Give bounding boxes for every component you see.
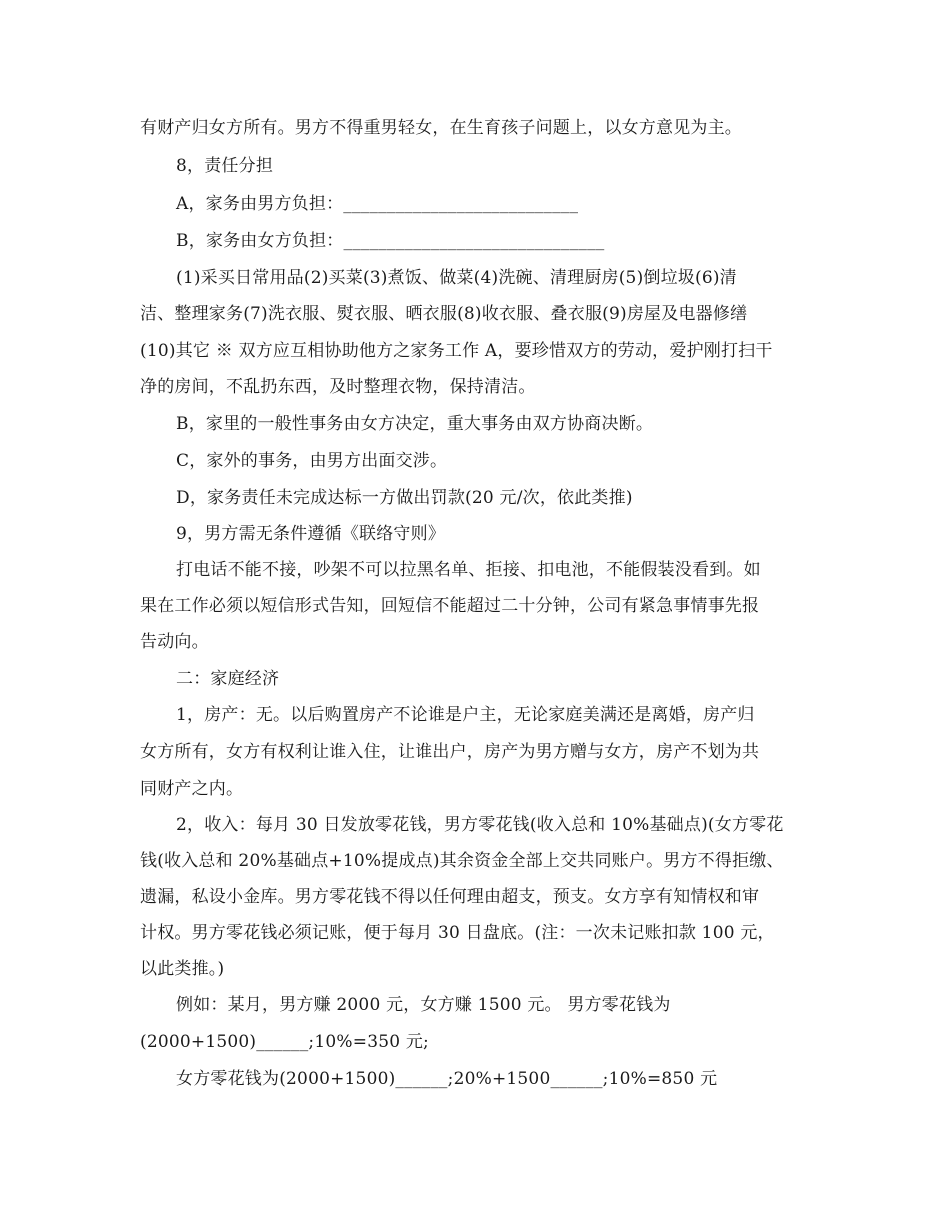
paragraph-line: (2000+1500)______;10%=350 元; [140, 1032, 429, 1052]
paragraph-line: B，家务由女方负担：______________________________ [176, 231, 605, 251]
paragraph-line: 遗漏，私设小金库。男方零花钱不得以任何理由超支，预支。女方享有知情权和审 [140, 887, 760, 907]
paragraph-line: (10)其它 ※ 双方应互相协助他方之家务工作 A，要珍惜双方的劳动，爱护刚打扫干 [140, 341, 773, 361]
section-heading: 8，责任分担 [176, 156, 274, 176]
paragraph-line: 例如：某月，男方赚 2000 元，女方赚 1500 元。 男方零花钱为 [176, 995, 671, 1015]
section-heading: 二：家庭经济 [176, 669, 280, 689]
paragraph-line: 有财产归女方所有。男方不得重男轻女，在生育孩子问题上，以女方意见为主。 [140, 118, 742, 138]
paragraph-line: 果在工作必须以短信形式告知，回短信不能超过二十分钟，公司有紧急事情事先报 [140, 596, 760, 616]
paragraph-line: 净的房间，不乱扔东西，及时整理衣物，保持清洁。 [140, 377, 536, 397]
paragraph-line: 告动向。 [140, 632, 209, 652]
paragraph-line: 1，房产：无。以后购置房产不论谁是户主，无论家庭美满还是离婚，房产归 [176, 705, 755, 725]
paragraph-line: 2，收入：每月 30 日发放零花钱，男方零花钱(收入总和 10%基础点)(女方零花 [176, 815, 784, 835]
paragraph-line: 计权。男方零花钱必须记账，便于每月 30 日盘底。(注：一次未记账扣款 100 元， [140, 923, 775, 943]
paragraph-line: C，家外的事务，由男方出面交涉。 [176, 451, 448, 471]
paragraph-line: 打电话不能不接，吵架不可以拉黑名单、拒接、扣电池，不能假装没看到。如 [176, 560, 761, 580]
section-heading: 9，男方需无条件遵循《联络守则》 [176, 524, 446, 544]
paragraph-line: 女方所有，女方有权利让谁入住，让谁出户，房产为男方赠与女方，房产不划为共 [140, 742, 760, 762]
paragraph-line: A，家务由男方负担：___________________________ [176, 194, 579, 214]
paragraph-line: 钱(收入总和 20%基础点+10%提成点)其余资金全部上交共同账户。男方不得拒缴、 [140, 851, 784, 871]
paragraph-line: 女方零花钱为(2000+1500)______;20%+1500______;10%=850 元 [176, 1069, 718, 1089]
paragraph-line: (1)采买日常用品(2)买菜(3)煮饭、做菜(4)洗碗、清理厨房(5)倒垃圾(6)清 [176, 268, 737, 288]
paragraph-line: B，家里的一般性事务由女方决定，重大事务由双方协商决断。 [176, 414, 654, 434]
paragraph-line: 同财产之内。 [140, 779, 244, 799]
paragraph-line: 以此类推。) [140, 959, 225, 979]
paragraph-line: D，家务责任未完成达标一方做出罚款(20 元/次，依此类推) [176, 488, 633, 508]
paragraph-line: 洁、整理家务(7)洗衣服、熨衣服、晒衣服(8)收衣服、叠衣服(9)房屋及电器修缮 [140, 304, 748, 324]
